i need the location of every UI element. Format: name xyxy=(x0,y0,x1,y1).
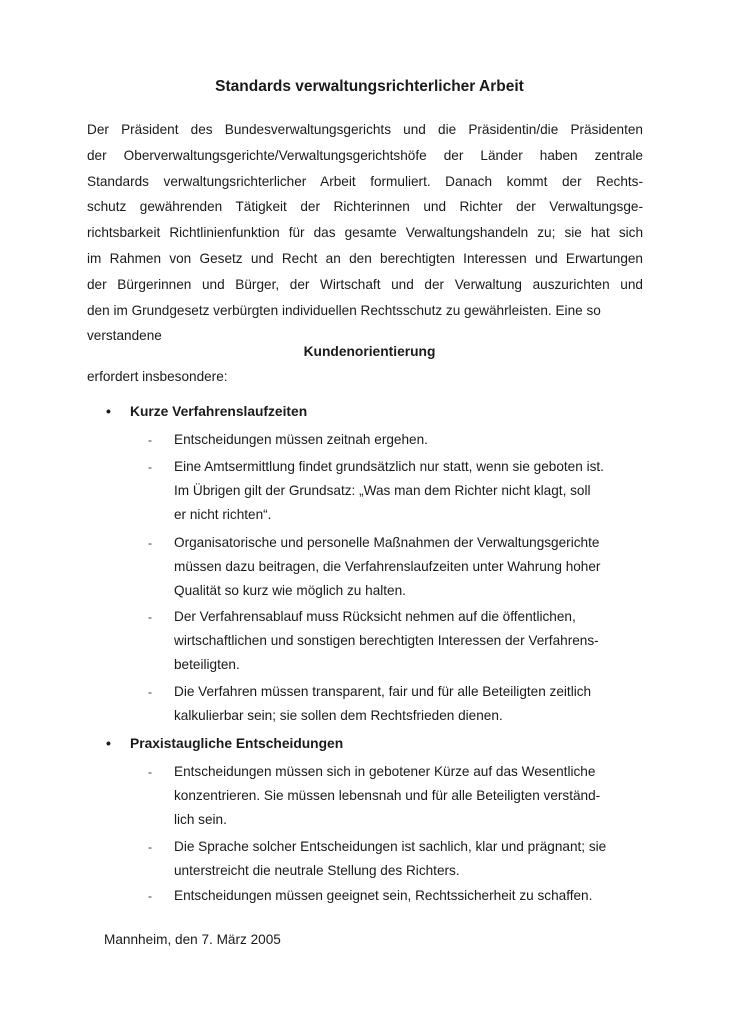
intro-line: im Rahmen von Gesetz und Recht an den berechtigten Interessen und Erwartungen xyxy=(87,250,643,266)
bullet-icon: • xyxy=(106,403,111,419)
intro-line: der Oberverwaltungsgerichte/Verwaltungsgerichtshöfe der Länder haben zentrale xyxy=(87,147,643,163)
intro-line: der Bürgerinnen und Bürger, der Wirtschaft und der Verwaltung auszurichten und xyxy=(87,276,643,292)
item-line: konzentrieren. Sie müssen lebensnah und für alle Beteiligten verständ- xyxy=(174,788,601,804)
item-line: Entscheidungen müssen geeignet sein, Rechtssicherheit zu schaffen. xyxy=(174,888,593,903)
item-line: Die Sprache solcher Entscheidungen ist sachlich, klar und prägnant; sie xyxy=(174,839,607,854)
closing-place-date: Mannheim, den 7. März 2005 xyxy=(104,932,281,947)
intro-line: Standards verwaltungsrichterlicher Arbeit formuliert. Danach kommt der Rechts- xyxy=(87,173,643,189)
item-line: kalkulierbar sein; sie sollen dem Rechtsfrieden dienen. xyxy=(174,708,503,724)
section-heading xyxy=(106,735,343,751)
dash-icon: - xyxy=(148,610,152,624)
item-line: Entscheidungen müssen sich in gebotener Kürze auf das Wesentliche xyxy=(174,764,596,779)
item-line: lich sein. xyxy=(174,812,227,828)
item-line: müssen dazu beitragen, die Verfahrenslaufzeiten unter Wahrung hoher xyxy=(174,559,601,575)
section-heading-label: Praxistaugliche Entscheidungen xyxy=(130,736,344,751)
dash-icon: - xyxy=(148,840,152,854)
intro-paragraph xyxy=(87,117,643,349)
dash-icon: - xyxy=(148,685,152,699)
item-line: Im Übrigen gilt der Grundsatz: „Was man dem Richter nicht klagt, soll xyxy=(174,483,591,499)
item-line: beteiligten. xyxy=(174,657,240,673)
dash-icon: - xyxy=(148,433,152,447)
dash-icon: - xyxy=(148,889,152,903)
dash-icon: - xyxy=(148,460,152,474)
item-line: wirtschaftlichen und sonstigen berechtigten Interessen der Verfahrens- xyxy=(174,633,599,649)
item-line: Eine Amtsermittlung findet grundsätzlich nur statt, wenn sie geboten ist. xyxy=(174,459,604,474)
item-line: Die Verfahren müssen transparent, fair und für alle Beteiligten zeitlich xyxy=(174,684,592,699)
intro-line: den im Grundgesetz verbürgten individuellen Rechtsschutz zu gewährleisten. Eine so xyxy=(87,302,601,318)
intro-line: schutz gewährenden Tätigkeit der Richterinnen und Richter der Verwaltungsge- xyxy=(87,199,643,215)
bullet-icon: • xyxy=(106,735,111,751)
item-line: Qualität so kurz wie möglich zu halten. xyxy=(174,583,406,599)
item-line: unterstreicht die neutrale Stellung des Richters. xyxy=(174,863,460,879)
intro-line: Der Präsident des Bundesverwaltungsgerichts und die Präsidentin/die Präsidenten xyxy=(87,122,643,137)
center-heading: Kundenorientierung xyxy=(303,344,436,359)
item-line: er nicht richten“. xyxy=(174,507,272,523)
section-heading-label: Kurze Verfahrenslaufzeiten xyxy=(130,404,308,419)
dash-icon: - xyxy=(148,765,152,779)
dash-icon: - xyxy=(148,536,152,550)
section-heading xyxy=(106,403,307,419)
item-line: Entscheidungen müssen zeitnah ergehen. xyxy=(174,432,428,447)
document-title: Standards verwaltungsrichterlicher Arbeit xyxy=(215,78,524,95)
item-line: Organisatorische und personelle Maßnahmen der Verwaltungsgerichte xyxy=(174,535,600,550)
intro-line: verstandene xyxy=(87,328,162,344)
intro-line: richtsbarkeit Richtlinienfunktion für das gesamte Verwaltungshandeln zu; sie hat sich xyxy=(87,225,643,241)
item-line: Der Verfahrensablauf muss Rücksicht nehmen auf die öffentlichen, xyxy=(174,609,576,624)
requires-text: erfordert insbesondere: xyxy=(87,369,228,384)
